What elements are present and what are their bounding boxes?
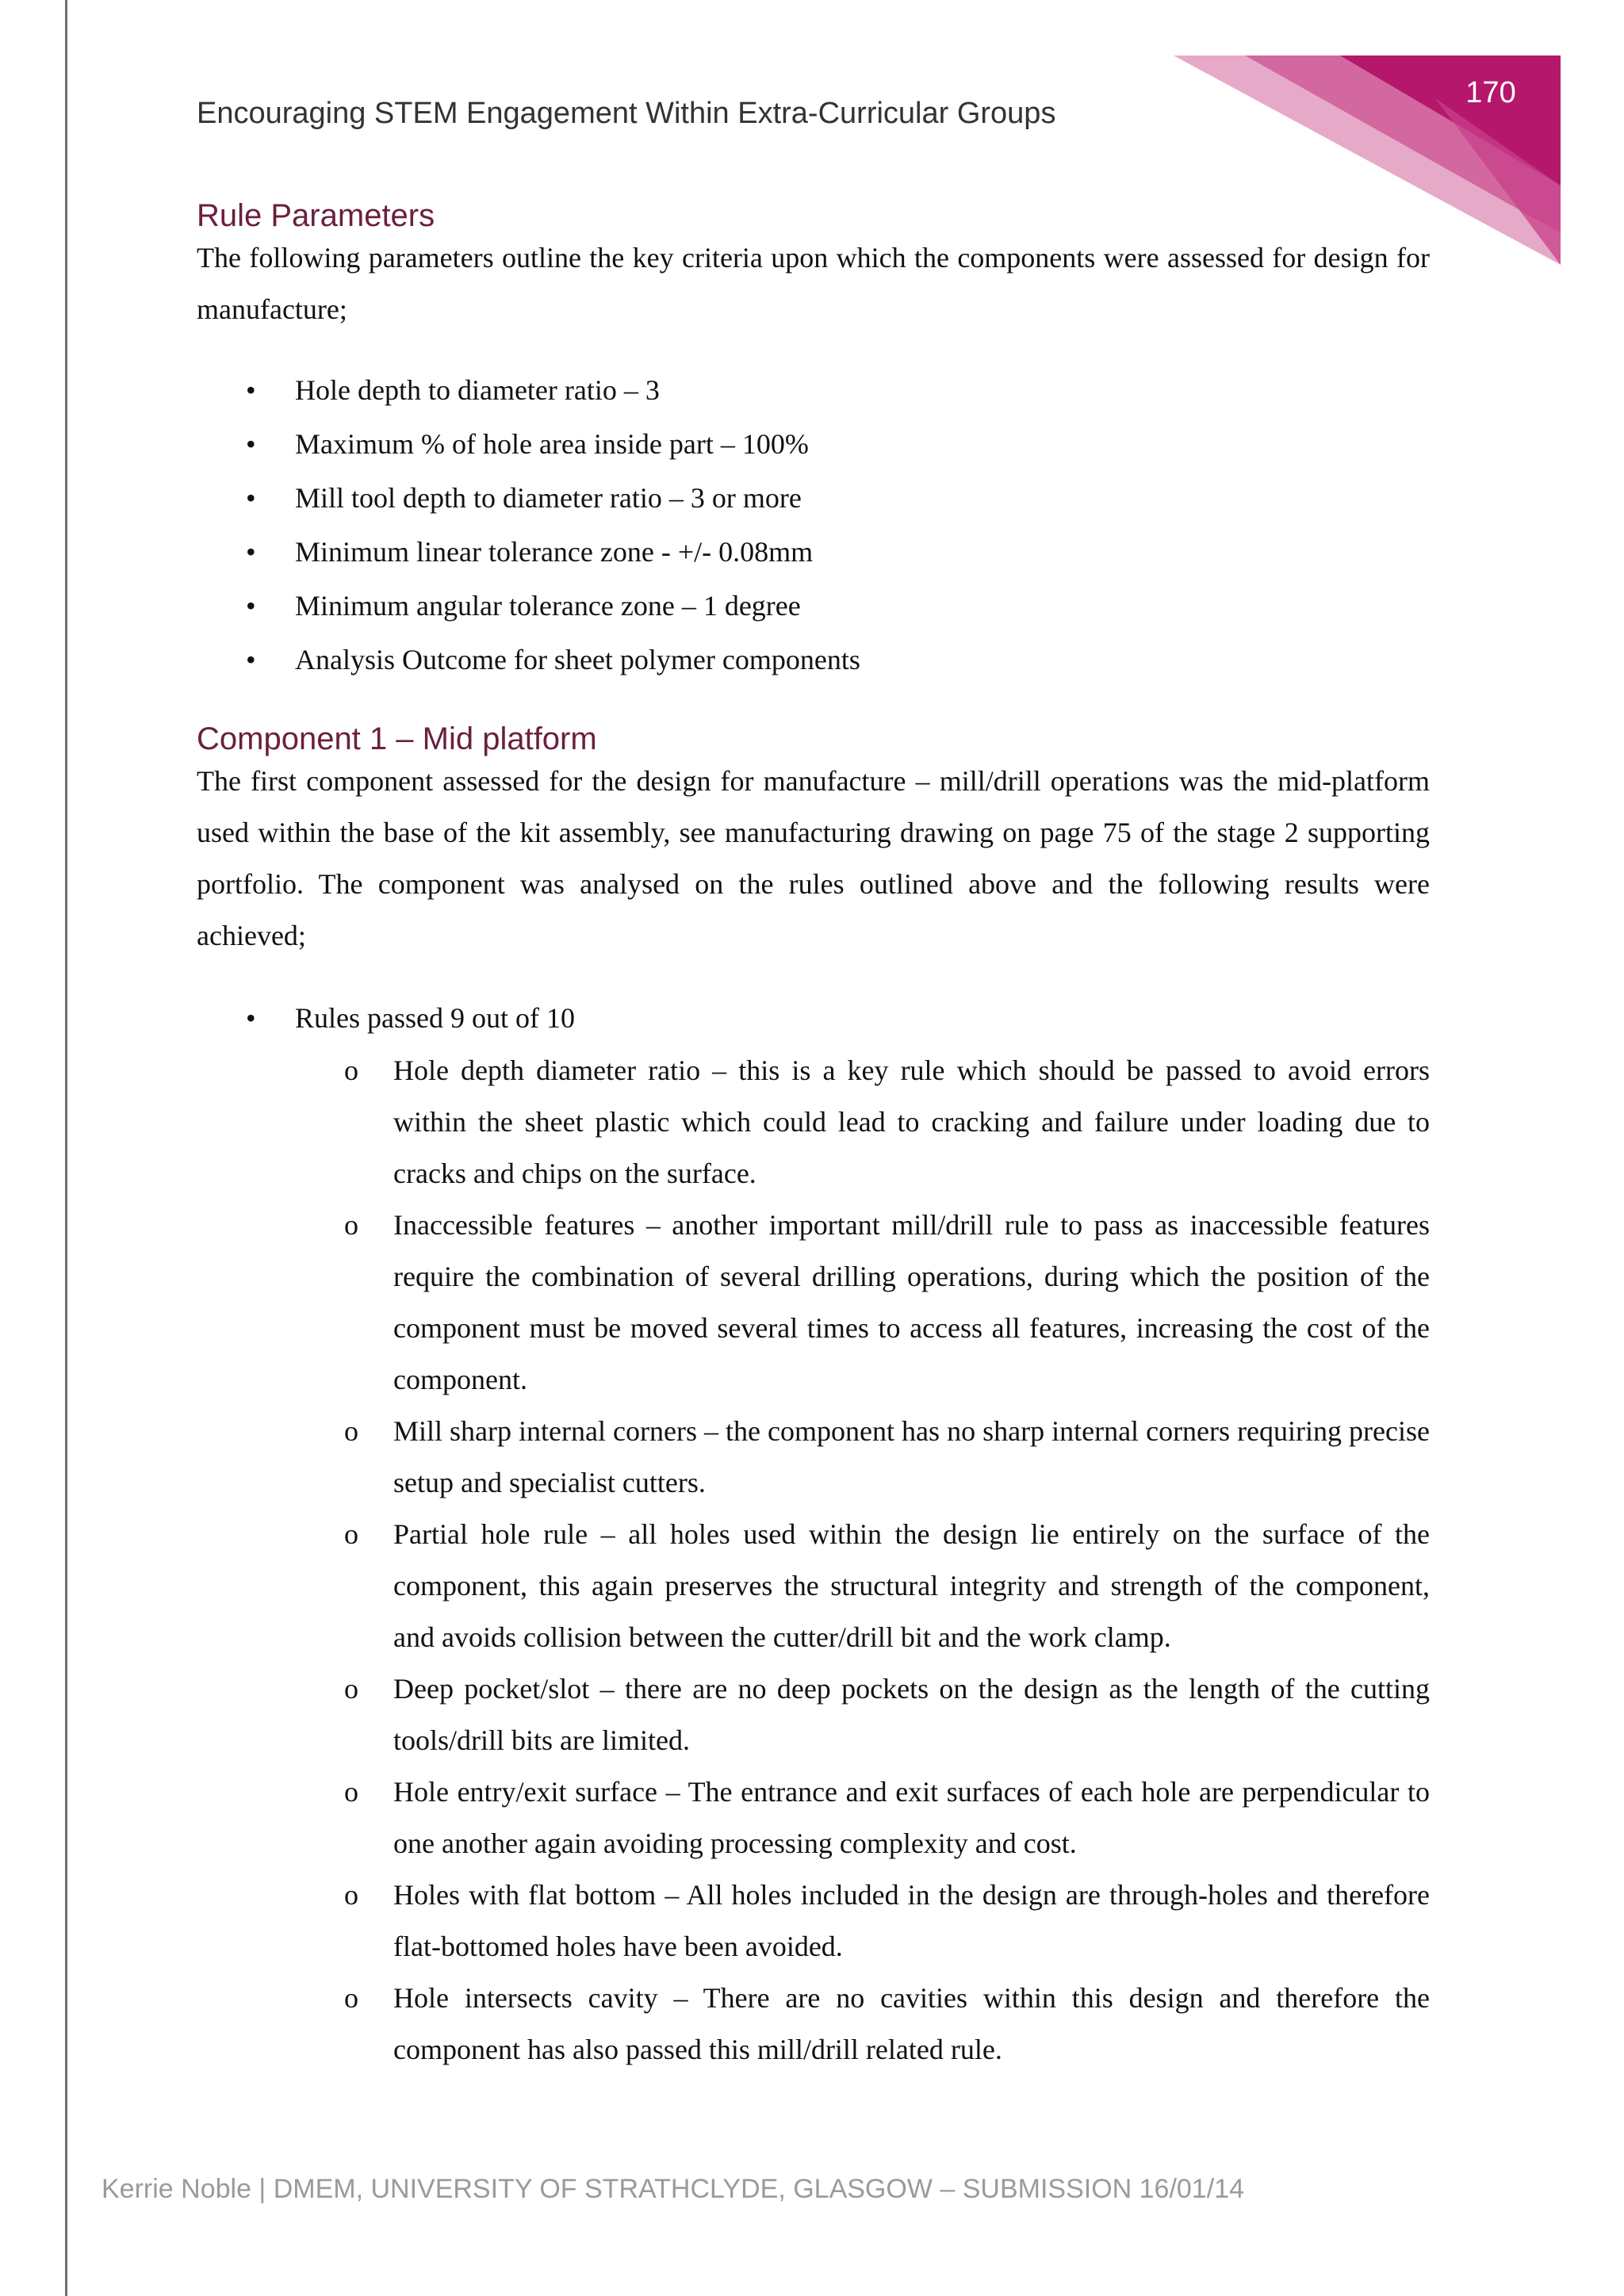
section-heading-rule-parameters: Rule Parameters	[197, 198, 435, 233]
component-1-results-list	[197, 991, 575, 1045]
bullet-icon: •	[246, 1002, 256, 1034]
sub-bullet-icon: o	[344, 1673, 358, 1705]
page-footer: Kerrie Noble | DMEM, UNIVERSITY OF STRATHCLYDE, GLASGOW – SUBMISSION 16/01/14	[102, 2174, 1244, 2204]
rule-parameters-intro: The following parameters outline the key criteria upon which the components were assessed for design for manufacture;	[197, 242, 1430, 325]
sub-bullet-icon: o	[344, 1982, 358, 2014]
sub-bullet-icon: o	[344, 1518, 358, 1550]
bullet-icon: •	[246, 644, 256, 675]
list-item: o Hole depth diameter ratio – this is a key rule which should be passed to avoid errors within the sheet plastic which could lead to cracking and failure under loading due to cracks and chips on the surface.	[197, 1045, 1430, 1200]
section-heading-component-1: Component 1 – Mid platform	[197, 721, 597, 756]
list-item: • Analysis Outcome for sheet polymer components	[197, 633, 860, 687]
bullet-icon: •	[246, 590, 256, 622]
list-item: o Partial hole rule – all holes used within the design lie entirely on the surface of the component, this again preserves the structural integrity and strength of the component, and avoids collision between the cutter/drill bit and the work clamp.	[197, 1509, 1430, 1663]
list-item: • Maximum % of hole area inside part – 100%	[197, 417, 860, 471]
running-header: Encouraging STEM Engagement Within Extra-Curricular Groups	[197, 97, 1056, 130]
page-number: 170	[1465, 76, 1516, 109]
sub-bullet-icon: o	[344, 1054, 358, 1086]
list-item: • Mill tool depth to diameter ratio – 3 or more	[197, 471, 860, 525]
list-item: o Mill sharp internal corners – the component has no sharp internal corners requiring precise setup and specialist cutters.	[197, 1406, 1430, 1509]
list-item: • Rules passed 9 out of 10	[197, 991, 575, 1045]
list-item: • Minimum angular tolerance zone – 1 degree	[197, 579, 860, 633]
bullet-icon: •	[246, 482, 256, 514]
component-1-rules-list	[197, 1045, 1430, 2076]
list-item: • Minimum linear tolerance zone - +/- 0.08mm	[197, 525, 860, 579]
bullet-icon: •	[246, 536, 256, 568]
sub-bullet-icon: o	[344, 1879, 358, 1911]
sub-bullet-icon: o	[344, 1415, 358, 1447]
sub-bullet-icon: o	[344, 1209, 358, 1241]
list-item: o Hole entry/exit surface – The entrance and exit surfaces of each hole are perpendicular to one another again avoiding processing complexity and cost.	[197, 1766, 1430, 1869]
bullet-icon: •	[246, 428, 256, 460]
left-margin-rule	[65, 0, 67, 2296]
sub-bullet-icon: o	[344, 1776, 358, 1808]
component-1-intro: The first component assessed for the design for manufacture – mill/drill operations was the mid-platform used within the base of the kit assembly, see manufacturing drawing on page 75 of the stage 2 supporting portfolio. The component was analysed on the rules outlined above and the following results were achieved;	[197, 765, 1430, 951]
list-item: o Holes with flat bottom – All holes included in the design are through-holes and therefore flat-bottomed holes have been avoided.	[197, 1869, 1430, 1973]
list-item: • Hole depth to diameter ratio – 3	[197, 363, 860, 417]
rule-parameters-list	[197, 363, 860, 687]
list-item: o Inaccessible features – another important mill/drill rule to pass as inaccessible features require the combination of several drilling operations, during which the position of the component must be moved several times to access all features, increasing the cost of the component.	[197, 1200, 1430, 1406]
list-item: o Hole intersects cavity – There are no cavities within this design and therefore the component has also passed this mill/drill related rule.	[197, 1973, 1430, 2076]
bullet-icon: •	[246, 374, 256, 406]
list-item: o Deep pocket/slot – there are no deep pockets on the design as the length of the cutting tools/drill bits are limited.	[197, 1663, 1430, 1766]
